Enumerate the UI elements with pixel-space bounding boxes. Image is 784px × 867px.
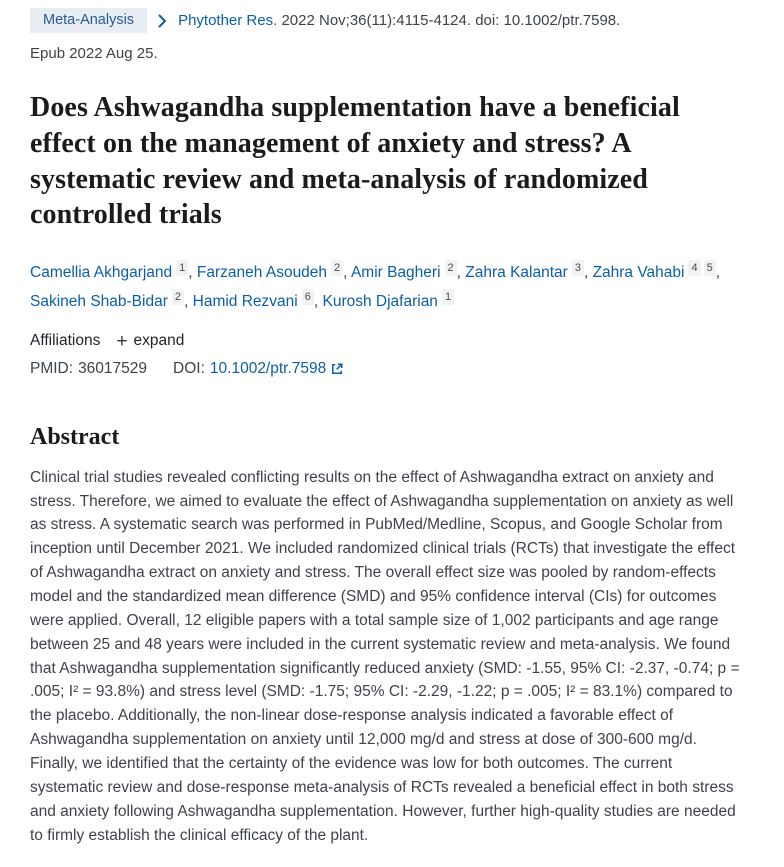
author-link[interactable]: Zahra Vahabi [592,264,685,282]
publication-type-badge[interactable]: Meta-Analysis [30,8,147,33]
author-link[interactable]: Amir Bagheri [350,264,441,282]
pmid-group [30,360,147,378]
citation-text-wrap [178,12,620,29]
pmid-value: 36017529 [78,359,148,377]
author-affiliation-sup: 2 [331,260,343,276]
identifiers-row [30,360,744,378]
expand-label: expand [133,332,185,350]
author-separator: , [715,264,721,282]
author-link[interactable]: Farzaneh Asoudeh [196,264,328,282]
author-separator: , [343,264,351,282]
doi-value: 10.1002/ptr.7598 [209,359,327,377]
doi-label: DOI: [173,359,205,377]
author-separator: , [583,264,593,282]
authors-list [30,259,744,316]
chevron-right-icon[interactable] [158,14,167,28]
author-affiliation-sup: 3 [572,260,584,276]
pmid-label: PMID: [30,359,74,377]
author-separator: , [456,264,466,282]
abstract-text: Clinical trial studies revealed conflicting results on the effect of Ashwagandha extract on anxiety and stress. Therefore, we aimed to evaluate the effect of Ashwagandha supplementation on anxiety as well as stress. A systematic search was performed in PubMed/Medline, Scopus, and Google Scholar from inception until December 2021. We included randomized clinical trials (RCTs) that investigate the effect of Ashwagandha extract on anxiety and stress. The overall effect size was pooled by random-effects model and the standardized mean difference (SMD) and 95% confidence interval (CIs) for outcomes were applied. Overall, 12 eligible papers with a total sample size of 1,002 participants and age range between 25 and 48 years were included in the current systematic review and meta-analysis. We found that Ashwagandha supplementation significantly reduced anxiety (SMD: -1.55, 95% CI: -2.37, -0.74; p = .005; I² = 93.8%) and stress level (SMD: -1.75; 95% CI: -2.29, -1.22; p = .005; I² = 83.1%) compared to the placebo. Additionally, the non-linear dose-response analysis indicated a favorable effect of Ashwagandha supplementation on anxiety until 12,000 mg/d and stress at dose of 300-600 mg/d. Finally, we identified that the certainty of the evidence was low for both outcomes. The current systematic review and dose-response meta-analysis of RCTs revealed a beneficial effect in both stress and anxiety following Ashwagandha supplementation. However, further high-quality studies are needed to firmly establish the clinical efficacy of the plant. [30,468,740,844]
author-link[interactable]: Kurosh Djafarian [322,292,438,310]
author-affiliation-sup: 6 [302,289,314,305]
affiliations-label: Affiliations [30,332,101,350]
doi-link[interactable] [210,360,344,378]
affiliations-row [30,332,744,351]
article-title: Does Ashwagandha supplementation have a beneficial effect on the management of anxiety and stress? A systematic review and meta-analysis of randomized controlled trials [30,92,680,231]
author-link[interactable]: Zahra Kalantar [465,264,568,282]
author-affiliation-sup: 4 [688,260,700,276]
journal-link[interactable]: Phytother Res. [178,12,278,29]
citation-details: 2022 Nov;36(11):4115-4124. doi: 10.1002/ptr.7598. [277,12,621,29]
author-separator: , [184,292,193,310]
author-affiliation-sup: 1 [442,289,454,305]
author-link[interactable]: Sakineh Shab-Bidar [30,292,168,310]
abstract-heading: Abstract [30,423,120,450]
author-affiliation-sup: 2 [445,260,457,276]
author-link[interactable]: Camellia Akhgarjand [30,264,173,282]
author-separator: , [188,264,197,282]
author-affiliation-sup: 5 [704,260,716,276]
external-link-icon [330,362,344,376]
expand-affiliations-button[interactable] [116,332,184,351]
author-affiliation-sup: 1 [176,260,188,276]
author-affiliation-sup: 2 [172,289,184,305]
citation-row [30,8,744,33]
plus-icon: + [116,330,128,352]
epub-date: Epub 2022 Aug 25. [30,45,158,62]
author-separator: , [313,292,323,310]
doi-group [173,360,344,378]
author-link[interactable]: Hamid Rezvani [192,292,298,310]
